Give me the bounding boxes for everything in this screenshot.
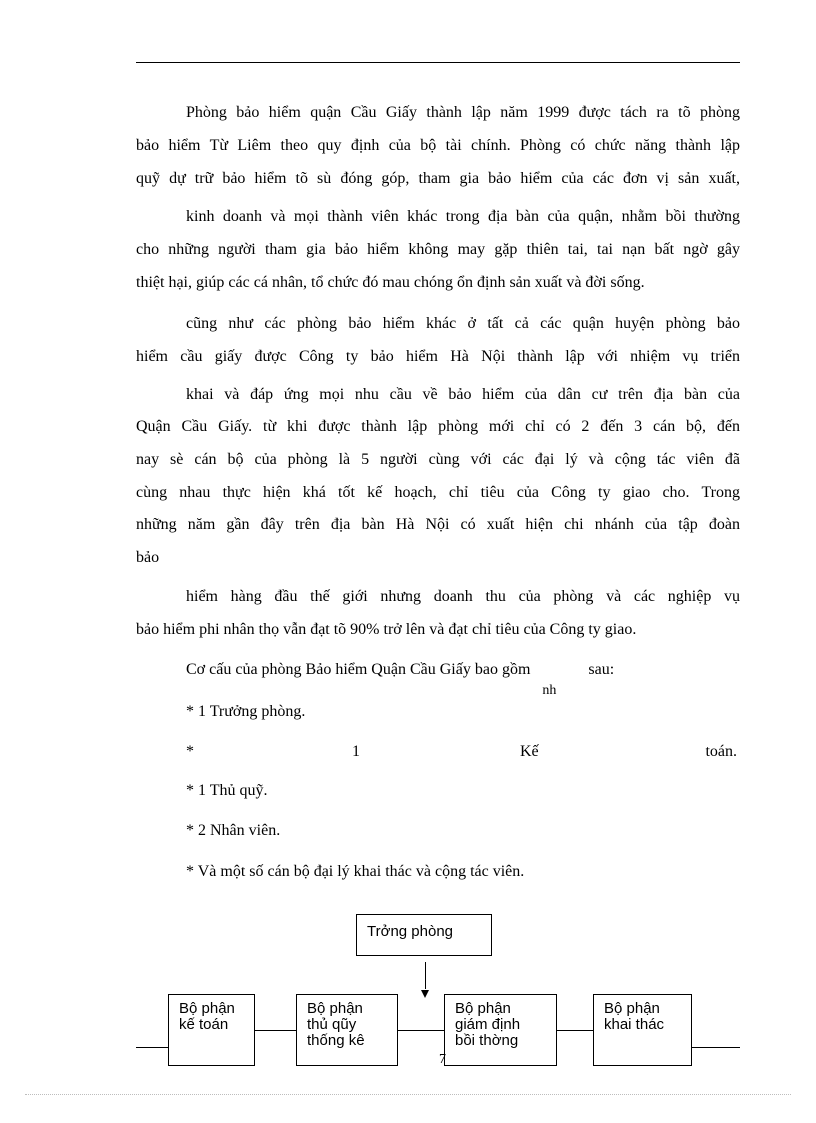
staff-item: * 1 Trưởng phòng.: [186, 703, 306, 720]
paragraph-line: khai và đáp ứng mọi nhu cầu về bảo hiểm của dân cư trên địa bàn của: [186, 386, 740, 403]
structure-intro-fragment: nh: [542, 683, 557, 698]
paragraph-line: cho những người tham gia bảo hiểm không may gặp thiên tai, tai nạn bất ngờ gây: [136, 241, 740, 258]
org-dept-line: thống kê: [307, 1032, 365, 1049]
staff-item-count: 1: [352, 743, 360, 760]
paragraph-line: những năm gần đây trên địa bàn Hà Nội có xuất hiện chi nhánh của tập đoàn: [136, 516, 740, 533]
org-dept-line: khai thác: [604, 1016, 665, 1033]
org-head-label: Trởng phòng: [367, 923, 454, 940]
staff-item: * 1 Thủ quỹ.: [186, 782, 268, 799]
staff-item-word: Kế: [520, 743, 539, 760]
paragraph-line: hiểm cầu giấy được Công ty bảo hiểm Hà Nội thành lập với nhiệm vụ triển: [136, 348, 740, 365]
org-connector: [556, 1030, 594, 1031]
org-arrow-line: [425, 962, 426, 989]
org-connector: [397, 1030, 444, 1031]
org-connector: [254, 1030, 297, 1031]
org-head-box: [356, 914, 492, 956]
paragraph-line: hiểm hàng đầu thế giới nhưng doanh thu của phòng và các nghiệp vụ: [186, 588, 740, 605]
paragraph-line: nay sè cán bộ của phòng là 5 người cùng với các đại lý và cộng tác viên đã: [136, 451, 740, 468]
staff-item-star: *: [186, 743, 194, 760]
paragraph-line: quỹ dự trữ bảo hiểm tõ sù đóng góp, tham gia bảo hiểm của các đơn vị sản xuất,: [136, 170, 740, 187]
arrow-down-icon: [421, 990, 429, 998]
structure-intro: [186, 659, 740, 698]
paragraph-line: kinh doanh và mọi thành viên khác trong địa bàn của quận, nhằm bồi thường: [186, 208, 740, 225]
paragraph-line: Phòng bảo hiểm quận Cầu Giấy thành lập năm 1999 được tách ra tõ phòng: [186, 104, 740, 121]
org-dept-box-claims: [444, 994, 557, 1066]
structure-intro-text: Cơ cấu của phòng Bảo hiểm Quận Cầu Giấy bao gồm: [186, 661, 531, 678]
footer-rule-right: [691, 1047, 740, 1048]
staff-item: * Và một số cán bộ đại lý khai thác và cộng tác viên.: [186, 863, 525, 880]
org-dept-box-treasury: [296, 994, 398, 1066]
org-dept-line: Bộ phận: [307, 1000, 363, 1017]
footer-rule-left: [136, 1047, 168, 1048]
org-dept-line: giám định: [455, 1016, 521, 1033]
org-dept-line: Bộ phận: [455, 1000, 511, 1017]
org-dept-line: Bộ phận: [604, 1000, 660, 1017]
page-bottom-edge: [25, 1094, 791, 1095]
org-dept-line: thủ qũy: [307, 1016, 357, 1033]
org-dept-box-accounting: [168, 994, 255, 1066]
paragraph-line: thiệt hại, giúp các cá nhân, tổ chức đó mau chóng ổn định sản xuất và đời sống.: [136, 274, 645, 291]
org-dept-line: bồi thờng: [455, 1032, 519, 1049]
paragraph-line: bảo hiểm phi nhân thọ vẫn đạt tõ 90% trở lên và đạt chỉ tiêu của Công ty giao.: [136, 621, 637, 638]
paragraph-line: cùng nhau thực hiện khá tốt kế hoạch, chỉ tiêu của Công ty giao cho. Trong: [136, 484, 740, 501]
header-rule: [136, 62, 740, 63]
structure-intro-tail: sau:: [588, 661, 615, 678]
paragraph-line: cũng như các phòng bảo hiểm khác ở tất cả các quận huyện phòng bảo: [186, 315, 740, 332]
paragraph-line: Quận Cầu Giấy. từ khi được thành lập phòng mới chỉ có 2 đến 3 cán bộ, đến: [136, 418, 740, 435]
org-dept-box-sales: [593, 994, 692, 1066]
staff-item: * 2 Nhân viên.: [186, 822, 281, 839]
paragraph-line: bảo: [136, 549, 160, 566]
page-number: 7: [439, 1052, 446, 1067]
staff-item-end: toán.: [705, 743, 737, 760]
org-dept-line: kế toán: [179, 1016, 229, 1033]
org-dept-line: Bộ phận: [179, 1000, 235, 1017]
paragraph-line: bảo hiểm Từ Liêm theo quy định của bộ tài chính. Phòng có chức năng thành lập: [136, 137, 740, 154]
